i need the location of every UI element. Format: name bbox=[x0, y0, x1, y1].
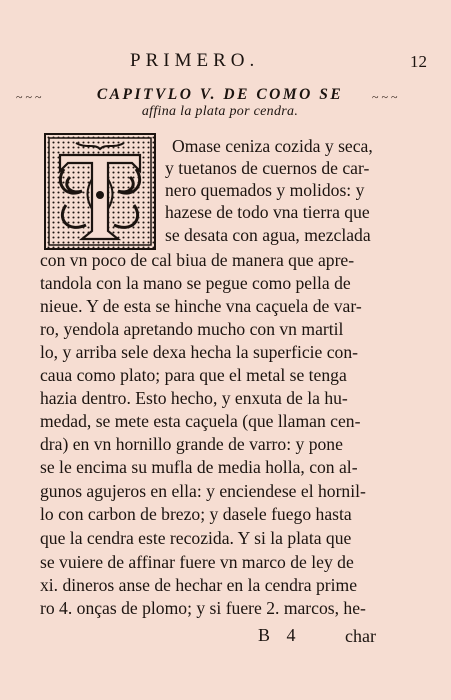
text-line: gunos agujeros en ella: y enciendese el hornil- bbox=[40, 481, 366, 501]
decorated-initial-icon bbox=[46, 135, 154, 248]
catchword: char bbox=[345, 626, 376, 646]
chapter-subtitle: affina la plata por cendra. bbox=[141, 104, 299, 119]
text-line: que la cendra este recozida. Y si la plata que bbox=[40, 528, 352, 548]
heading-ornament-left: ~~~ bbox=[16, 90, 45, 104]
text-line: nero quemados y molidos: y bbox=[165, 180, 365, 200]
text-line: ro, yendola apretando mucho con vn martil bbox=[40, 319, 344, 339]
text-line: hazese de todo vna tierra que bbox=[165, 202, 370, 222]
text-line: tandola con la mano se pegue como pella de bbox=[40, 273, 351, 293]
chapter-title: CAPITVLO V. DE COMO SE bbox=[96, 86, 344, 103]
text-line: lo, y arriba sele dexa hecha la superficie con- bbox=[40, 342, 358, 362]
page-number: 12 bbox=[410, 52, 427, 71]
text-line: xi. dineros anse de hechar en la cendra prime bbox=[40, 575, 358, 595]
heading-ornament-right: ~~~ bbox=[372, 90, 401, 104]
text-line: se desata con agua, mezclada bbox=[165, 225, 371, 245]
text-line: ro 4. onças de plomo; y si fuere 2. marcos, he- bbox=[40, 598, 366, 618]
text-line: lo con carbon de brezo; y dasele fuego hasta bbox=[40, 504, 352, 524]
ornamental-initial-T-icon bbox=[44, 133, 156, 250]
chapter-heading bbox=[40, 86, 400, 120]
text-line: Omase ceniza cozida y seca, bbox=[172, 136, 373, 156]
text-line: se le encima su mufla de media holla, con al- bbox=[40, 457, 358, 477]
text-line: caua como plato; para que el metal se tenga bbox=[40, 365, 347, 385]
text-line: hazia dentro. Esto hecho, y enxuta de la hu- bbox=[40, 388, 348, 408]
signature-mark: B 4 bbox=[258, 625, 302, 645]
text-line: dra) en vn hornillo grande de varro: y pone bbox=[40, 434, 343, 454]
text-line: medad, se mete esta caçuela (que llaman cen- bbox=[40, 411, 361, 431]
running-head: PRIMERO. bbox=[130, 50, 260, 71]
text-line: nieue. Y de esta se hinche vna caçuela de var- bbox=[40, 296, 362, 316]
text-line: y tuetanos de cuernos de car- bbox=[165, 158, 370, 178]
text-line: se vuiere de affinar fuere vn marco de ley de bbox=[40, 552, 354, 572]
text-line: con vn poco de cal biua de manera que apre- bbox=[40, 250, 355, 270]
